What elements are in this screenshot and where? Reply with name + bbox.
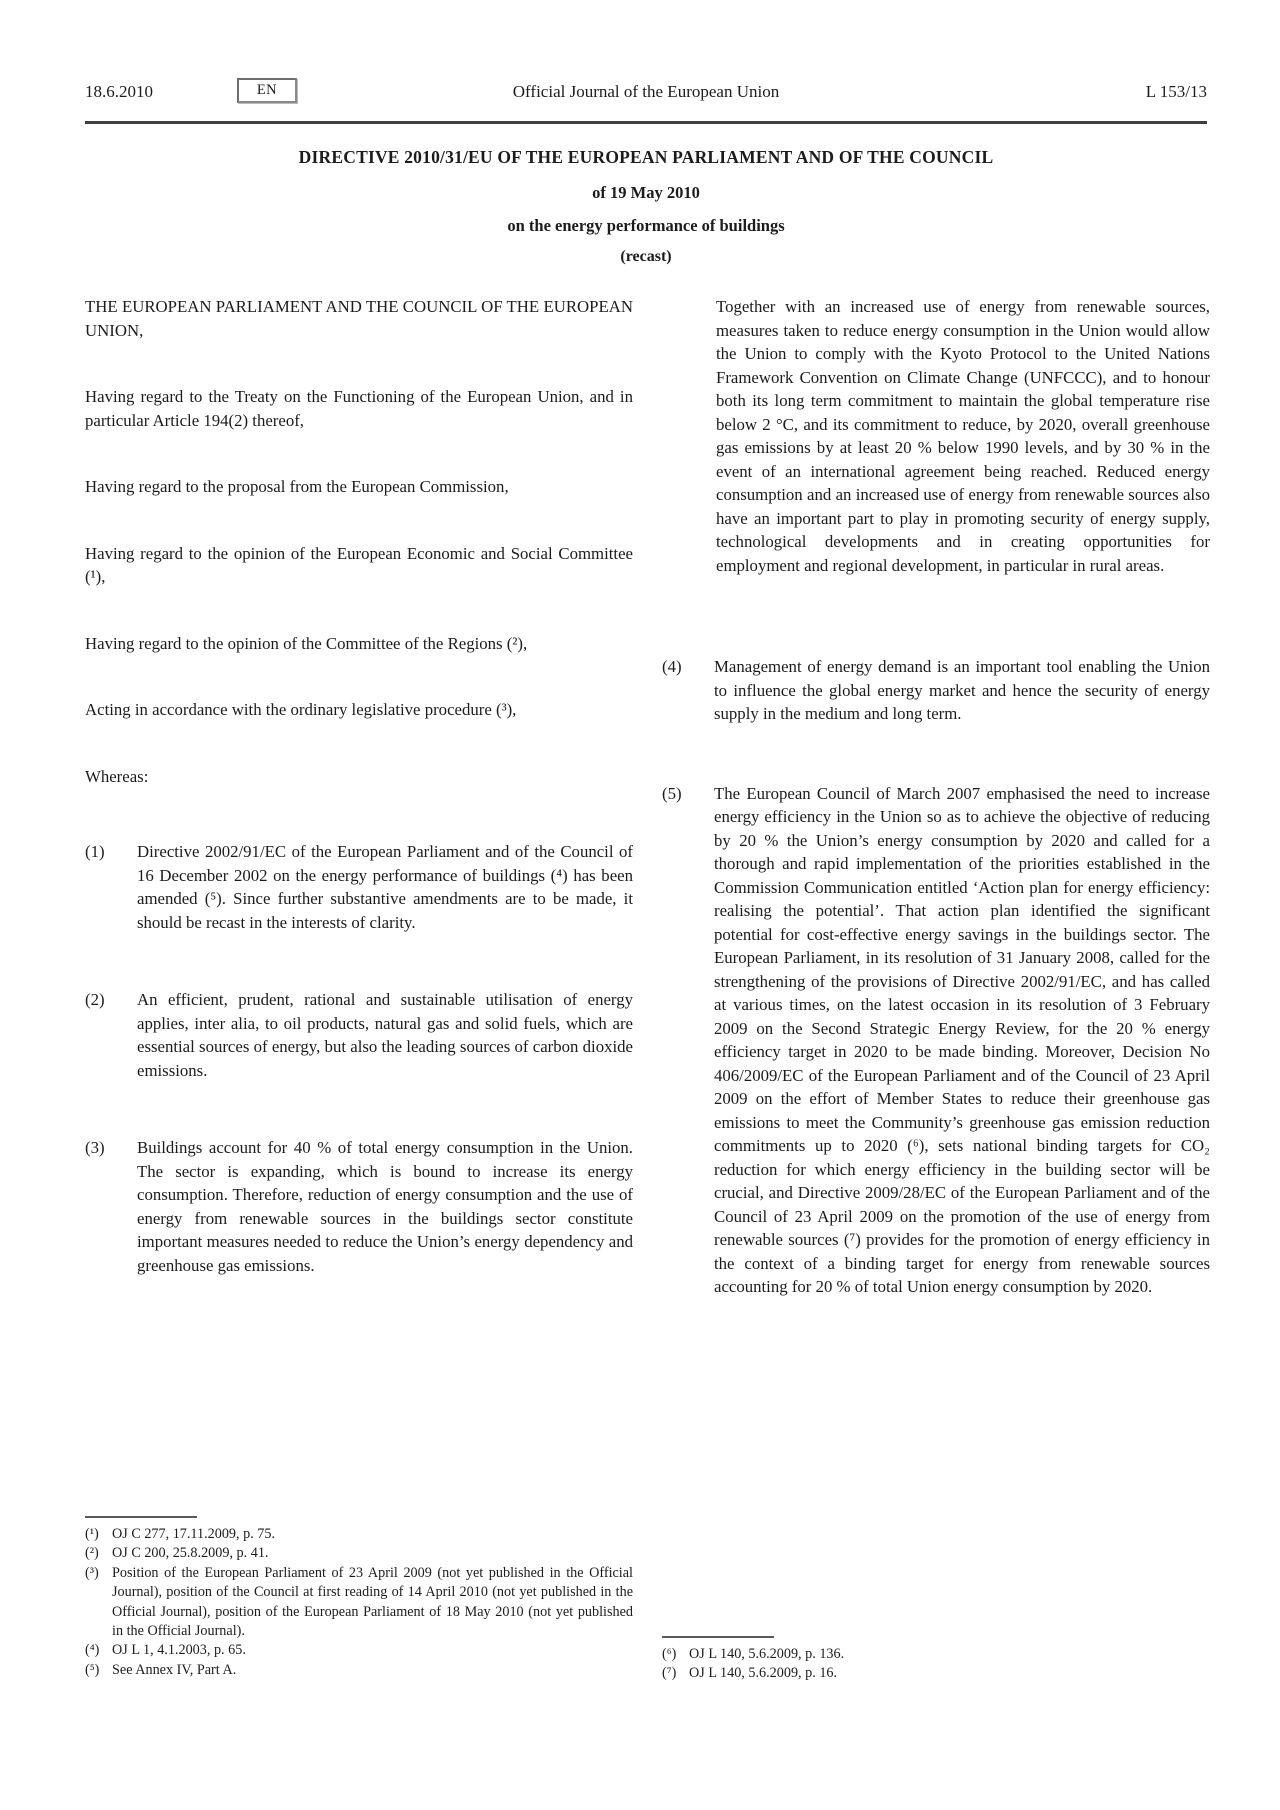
footnote-text: Position of the European Parliament of 23 April 2009 (not yet published in the Official Journal), position of the Council at first reading of 14 April 2010 (not yet published in the Official Journal), position of the European Parliament of 18 May 2010 (not yet published in the Official Journal). — [112, 1564, 633, 1640]
recital-text: An efficient, prudent, rational and sustainable utilisation of energy applies, inter alia, to oil products, natural gas and solid fuels, which are essential sources of energy, but also the leading sources of carbon dioxide emissions. — [137, 990, 633, 1080]
recital-number: (1) — [85, 842, 105, 861]
footnote-text: OJ C 277, 17.11.2009, p. 75. — [112, 1526, 276, 1542]
right-footnotes — [662, 1636, 1210, 1684]
footnote-text: OJ L 1, 4.1.2003, p. 65. — [112, 1642, 246, 1659]
recital-text: Buildings account for 40 % of total energy consumption in the Union. The sector is expanding, which is bound to increase its energy consumption. Therefore, reduction of energy consumption and the use of energy from renewable sources in the buildings sector constitute important measures needed to reduce the Union’s energy dependency and greenhouse gas emissions. — [137, 1138, 633, 1275]
recital-number: (3) — [85, 1138, 105, 1157]
header-rule — [85, 121, 1207, 124]
recital-text: Directive 2002/91/EC of the European Parliament and of the Council of 16 December 2002 on the energy performance of buildings (⁴) has been amended (⁵). Since further substantive amendments are to be made, it should be recast in the interests of clarity. — [137, 842, 633, 932]
left-column — [85, 295, 633, 1277]
directive-title: DIRECTIVE 2010/31/EU OF THE EUROPEAN PARLIAMENT AND OF THE COUNCIL — [298, 147, 994, 167]
recital-number: (5) — [662, 783, 682, 803]
preamble-paragraph: THE EUROPEAN PARLIAMENT AND THE COUNCIL OF THE EUROPEAN UNION, — [85, 297, 633, 340]
footnote-marker: (⁵) — [85, 1661, 100, 1678]
page-header — [85, 80, 1207, 106]
journal-title: Official Journal of the European Union — [512, 82, 780, 101]
footnote-text: See Annex IV, Part A. — [112, 1661, 237, 1678]
footnote — [85, 1661, 633, 1680]
language-badge: EN — [237, 78, 297, 103]
preamble-paragraph: Having regard to the opinion of the European Economic and Social Committee (¹), — [85, 543, 633, 586]
header-date: 18.6.2010 — [85, 82, 153, 101]
recast-note: (recast) — [620, 248, 672, 265]
whereas-label: Whereas: — [85, 766, 149, 786]
page-reference: L 153/13 — [1145, 82, 1207, 101]
preamble-paragraph: Having regard to the Treaty on the Functioning of the European Union, and in particular Article 194(2) thereof, — [85, 387, 633, 430]
footnote — [662, 1664, 1210, 1683]
recital-number: (4) — [662, 657, 682, 676]
footnote-rule — [85, 1516, 197, 1518]
recital — [662, 782, 1210, 1299]
directive-date: of 19 May 2010 — [592, 183, 700, 202]
footnote-marker: (⁷) — [662, 1665, 677, 1682]
footnote-text: OJ L 140, 5.6.2009, p. 16. — [689, 1665, 838, 1682]
footnote-marker: (³) — [85, 1564, 99, 1581]
footnote-marker: (⁶) — [662, 1646, 677, 1662]
footnote-marker: (¹) — [85, 1526, 99, 1542]
recital — [662, 655, 1210, 726]
footnote-rule — [662, 1636, 774, 1638]
preamble-paragraph: Having regard to the proposal from the European Commission, — [85, 477, 509, 496]
footnote-marker: (²) — [85, 1545, 99, 1562]
left-footnotes — [85, 1516, 633, 1680]
recital — [85, 840, 633, 934]
footnote-marker: (⁴) — [85, 1642, 100, 1659]
recital-number: (2) — [85, 990, 105, 1009]
recital — [85, 1136, 633, 1277]
recital-continuation-text: Together with an increased use of energy from renewable sources, measures taken to reduce energy consumption in the Union would allow the Union to comply with the Kyoto Protocol to the United Nations Framework Convention on Climate Change (UNFCCC), and to honour both its long term commitment to maintain the global temperature rise below 2 °C, and its commitment to reduce, by 2020, overall greenhouse gas emissions by at least 20 % below 1990 levels, and by 30 % in the event of an international agreement being reached. Reduced energy consumption and an increased use of energy from renewable sources also have an important part to play in promoting security of energy supply, technological developments and in creating opportunities for employment and regional development, in particular in rural areas. — [716, 297, 1210, 575]
footnote — [85, 1544, 633, 1563]
recital — [85, 988, 633, 1082]
footnote — [662, 1645, 1210, 1664]
preamble-paragraph: Acting in accordance with the ordinary legislative procedure (³), — [85, 700, 517, 719]
footnote — [85, 1641, 633, 1660]
document-title-block — [85, 147, 1207, 266]
directive-subject: on the energy performance of buildings — [507, 216, 785, 235]
right-column — [662, 295, 1210, 1299]
footnote — [85, 1564, 633, 1642]
footnote-text: OJ L 140, 5.6.2009, p. 136. — [689, 1646, 845, 1662]
preamble-paragraph: Having regard to the opinion of the Committee of the Regions (²), — [85, 633, 528, 653]
recital-text: Management of energy demand is an important tool enabling the Union to influence the global energy market and hence the security of energy supply in the medium and long term. — [714, 657, 1210, 723]
footnote — [85, 1525, 633, 1544]
recital-text: The European Council of March 2007 emphasised the need to increase energy efficiency in the Union so as to achieve the objective of reducing by 20 % the Union’s energy consumption by 2020 and called for a thorough and rapid implementation of the priorities established in the Commission Communication entitled ‘Action plan for energy efficiency: realising the potential’. That action plan identified the significant potential for cost-effective energy savings in the buildings sector. The European Parliament, in its resolution of 31 January 2008, called for the strengthening of the provisions of Directive 2002/91/EC, and has called at various times, on the latest occasion in its resolution of 3 February 2009 on the Second Strategic Energy Review, for the 20 % energy efficiency target in 2020 to be made binding. Moreover, Decision No 406/2009/EC of the European Parliament and of the Council of 23 April 2009 on the effort of Member States to reduce their greenhouse gas emissions to meet the Community’s greenhouse gas emission reduction commitments up to 2020 (⁶), sets national binding targets for CO₂ reduction for which energy efficiency in the building sector will be crucial, and Directive 2009/28/EC of the European Parliament and of the Council of 23 April 2009 on the promotion of the use of energy from renewable sources (⁷) provides for the promotion of energy efficiency in the context of a binding target for energy from renewable sources accounting for 20 % of total Union energy consumption by 2020. — [714, 783, 1210, 1296]
footnote-text: OJ C 200, 25.8.2009, p. 41. — [112, 1545, 269, 1562]
